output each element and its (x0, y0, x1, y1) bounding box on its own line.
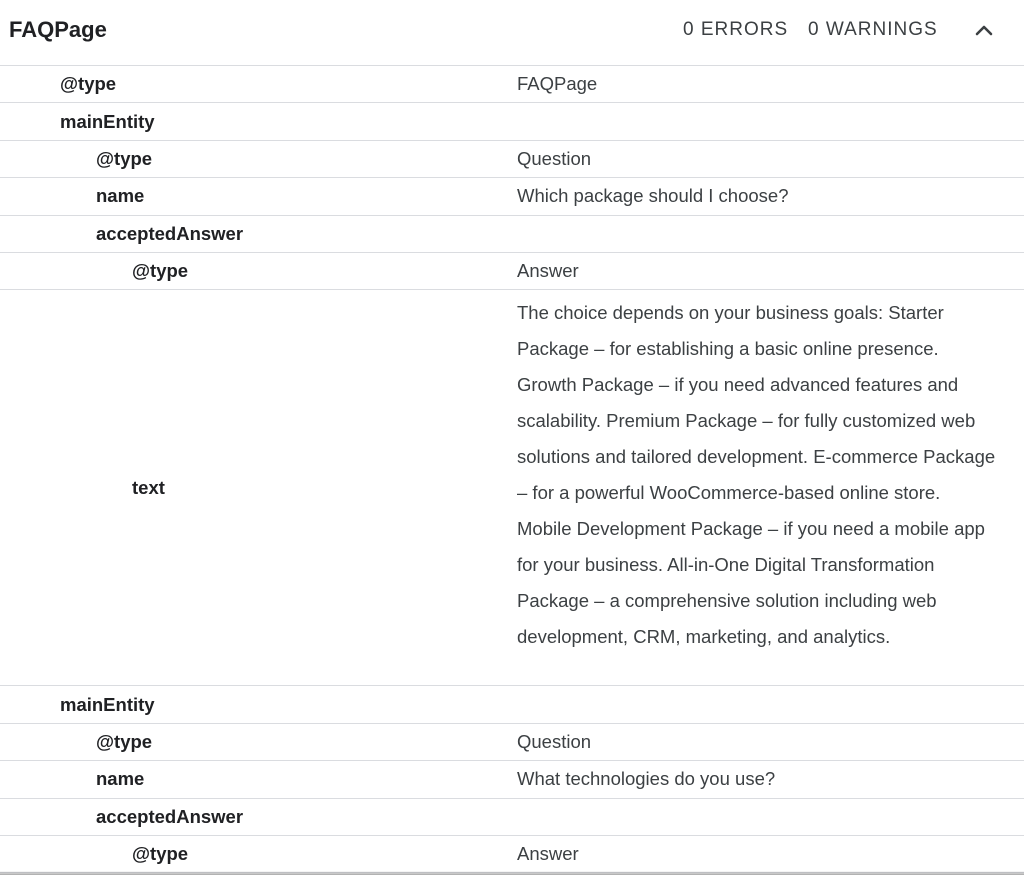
property-row (0, 66, 1024, 103)
property-key: acceptedAnswer (96, 805, 244, 827)
property-row (0, 216, 1024, 253)
property-key: name (96, 768, 145, 790)
property-row (0, 290, 1024, 686)
property-row (0, 799, 1024, 836)
property-key: text (132, 476, 165, 498)
property-key: acceptedAnswer (96, 222, 244, 244)
property-key: mainEntity (60, 693, 155, 715)
property-row (0, 178, 1024, 215)
property-key: @type (96, 147, 153, 169)
property-key: @type (132, 843, 189, 865)
property-row (0, 253, 1024, 290)
property-value: What technologies do you use? (517, 768, 776, 790)
scroll-shadow (0, 871, 1024, 875)
property-value: Answer (517, 260, 579, 282)
property-key: @type (96, 730, 153, 752)
item-type-title: FAQPage (9, 17, 107, 42)
property-value: Which package should I choose? (517, 185, 789, 207)
property-value: Answer (517, 843, 579, 865)
panel-header (0, 0, 1024, 66)
property-key: @type (132, 260, 189, 282)
property-row (0, 686, 1024, 723)
property-row (0, 836, 1024, 873)
property-value: Question (517, 147, 592, 169)
property-value: The choice depends on your business goals: Starter Package – for establishing a basic online presence. Growth Package – if you need advanced features and scalability. Premium Package – for fully customized web solutions and tailored development. E-commerce Package – for a powerful WooCommerce-based online store. Mobile Development Package – if you need a mobile app for your business. All-in-One Digital Transformation Package – a comprehensive solution including web development, CRM, marketing, and analytics. (517, 302, 996, 647)
property-row (0, 103, 1024, 140)
chevron-up-icon (974, 23, 994, 37)
collapse-button[interactable] (968, 14, 1000, 46)
property-key: mainEntity (60, 110, 155, 132)
property-key: @type (60, 73, 117, 95)
property-row (0, 141, 1024, 178)
property-value: Question (517, 730, 592, 752)
property-key: name (96, 185, 145, 207)
property-table (0, 66, 1024, 873)
warnings-count: 0 WARNINGS (808, 19, 938, 40)
property-row (0, 761, 1024, 798)
property-row (0, 724, 1024, 761)
errors-count: 0 ERRORS (683, 19, 789, 40)
property-value: FAQPage (517, 73, 598, 95)
